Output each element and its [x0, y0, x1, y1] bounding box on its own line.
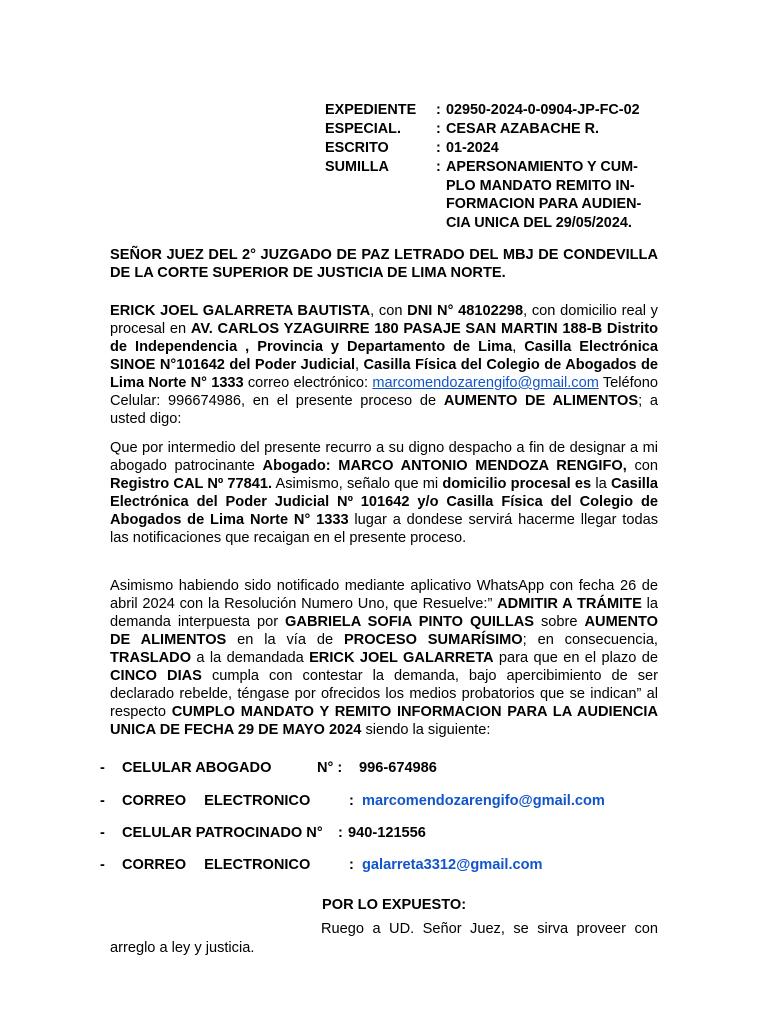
header-label: ESCRITO	[325, 140, 389, 156]
text: ; a usted digo:	[110, 393, 658, 427]
header-label: ESPECIAL.	[325, 121, 401, 137]
traslado: TRASLADO	[110, 650, 192, 666]
header-colon: :	[436, 121, 441, 137]
sumilla-line: CIA UNICA DEL 29/05/2024.	[446, 214, 632, 231]
list-label: CELULAR PATROCINADO N°	[122, 825, 323, 841]
demandado-name: ERICK JOEL GALARRETA	[309, 650, 494, 666]
text: ,	[512, 339, 525, 355]
closing-line	[110, 920, 658, 938]
closing-line: arreglo a ley y justicia.	[110, 940, 255, 956]
list-dash: -	[100, 825, 105, 841]
casilla-sinoe: Casilla Electrónica SINOE N°101642 del Poder Judicial	[110, 339, 658, 373]
closing-line-text: Ruego a UD. Señor Juez, se sirva proveer con	[321, 921, 658, 937]
list-separator: :	[338, 825, 343, 841]
list-dash: -	[100, 793, 105, 809]
email-value[interactable]: marcomendozarengifo@gmail.com	[362, 793, 605, 809]
demandante-name: GABRIELA SOFIA PINTO QUILLAS	[285, 614, 535, 630]
text: en la vía de	[226, 632, 344, 648]
list-dash: -	[100, 857, 105, 873]
cumplo-mandato: CUMPLO MANDATO Y REMITO INFORMACION PARA LA AUDIENCIA UNICA DE FECHA 29 DE MAYO 2024	[110, 704, 659, 738]
text: lugar a dondese servirá hacerme llegar todas las notificaciones que recaigan en el presente proceso.	[110, 512, 658, 546]
text: Teléfono Celular: 996674986, en el presente proceso de	[110, 375, 658, 409]
case-header	[325, 101, 670, 232]
list-dash: -	[100, 760, 105, 776]
text: Que por intermedio del presente recurro a su digno despacho a fin de designar a mi abogado patrocinante	[110, 440, 658, 474]
addressee: SEÑOR JUEZ DEL 2° JUZGADO DE PAZ LETRADO DEL MBJ DE CONDEVILLA DE LA CORTE SUPERIOR DE JUSTICIA DE LIMA NORTE.	[110, 247, 658, 281]
dni: DNI N° 48102298	[407, 303, 524, 319]
closing-text	[110, 920, 658, 957]
sumilla-line: FORMACION PARA AUDIEN-	[446, 196, 642, 212]
text: cumpla con contestar la demanda, bajo apercibimiento de ser declarado rebelde, téngase por ofrecidos los medios probatorios que se indican” al respecto	[110, 668, 658, 720]
email-value[interactable]: galarreta3312@gmail.com	[362, 857, 543, 873]
list-separator: :	[349, 857, 354, 873]
list-item	[100, 792, 660, 812]
sumilla-line: APERSONAMIENTO Y CUM-	[446, 159, 638, 175]
header-value: 01-2024	[446, 140, 499, 156]
header-row-escrito	[325, 139, 670, 158]
notification-paragraph	[110, 577, 658, 739]
header-colon: :	[436, 102, 441, 118]
text: Asimismo, señalo que mi	[272, 476, 443, 492]
header-value: CESAR AZABACHE R.	[446, 121, 599, 137]
text: siendo la siguiente:	[361, 722, 491, 738]
sumilla-line: PLO MANDATO REMITO IN-	[446, 177, 635, 194]
list-label: CORREO ELECTRONICO	[122, 793, 311, 809]
list-label: CELULAR ABOGADO	[122, 760, 272, 776]
header-value-sumilla	[446, 158, 670, 232]
phone-value: 996-674986	[359, 760, 437, 776]
designation-paragraph	[110, 439, 658, 547]
list-separator: N° :	[317, 760, 343, 776]
list-item	[100, 856, 660, 876]
phone-value: 940-121556	[348, 825, 426, 841]
casilla-fisica: Casilla Física del Colegio de Abogados de Lima Norte N° 1333	[110, 357, 659, 391]
header-label: SUMILLA	[325, 159, 389, 175]
admitir-tramite: ADMITIR A TRÁMITE	[497, 596, 642, 612]
list-item	[100, 759, 660, 779]
list-item	[100, 824, 660, 844]
intro-paragraph	[110, 302, 658, 428]
text: ,	[355, 357, 364, 373]
text: sobre	[534, 614, 585, 630]
registro-cal: Registro CAL Nº 77841.	[110, 476, 273, 492]
text: con	[626, 458, 659, 474]
header-row-sumilla	[325, 158, 670, 232]
text: correo electrónico:	[243, 375, 373, 391]
header-row-especial	[325, 120, 670, 139]
email-link[interactable]: marcomendozarengifo@gmail.com	[372, 375, 599, 391]
cinco-dias: CINCO DIAS	[110, 668, 202, 684]
proceso-sumarisimo: PROCESO SUMARÍSIMO	[343, 632, 523, 648]
text: la demanda interpuesta por	[110, 596, 658, 630]
aumento-alimentos: AUMENTO DE ALIMENTOS	[110, 614, 658, 648]
text: , con domicilio real y procesal en	[110, 303, 658, 337]
header-label: EXPEDIENTE	[325, 102, 417, 118]
header-row-expediente	[325, 101, 670, 120]
text: ; en consecuencia,	[522, 632, 658, 648]
abogado-name: Abogado: MARCO ANTONIO MENDOZA RENGIFO,	[262, 458, 627, 474]
list-label: CORREO ELECTRONICO	[122, 857, 311, 873]
casillas: Casilla Electrónica del Poder Judicial Nº 101642 y/o Casilla Física del Colegio de Abogados de Lima Norte N° 1333	[110, 476, 658, 528]
proceso-type: AUMENTO DE ALIMENTOS	[443, 393, 639, 409]
petitioner-name: ERICK JOEL GALARRETA BAUTISTA	[110, 303, 371, 319]
text: Asimismo habiendo sido notificado mediante aplicativo WhatsApp con fecha 26 de abril 2024 con la Resolución Numero Uno, que Resuelve:”	[110, 578, 658, 612]
text: , con	[370, 303, 408, 319]
address: AV. CARLOS YZAGUIRRE 180 PASAJE SAN MARTIN 188-B Distrito de Independencia , Provincia y Departamento de Lima	[110, 321, 658, 355]
text: para que en el plazo de	[493, 650, 658, 666]
closing-title: POR LO EXPUESTO:	[322, 897, 467, 913]
header-colon: :	[436, 159, 441, 175]
domicilio-procesal: domicilio procesal es	[442, 476, 592, 492]
list-separator: :	[349, 793, 354, 809]
header-value: 02950-2024-0-0904-JP-FC-02	[446, 102, 640, 118]
header-colon: :	[436, 140, 441, 156]
text: la	[591, 476, 611, 492]
text: a la demandada	[191, 650, 310, 666]
